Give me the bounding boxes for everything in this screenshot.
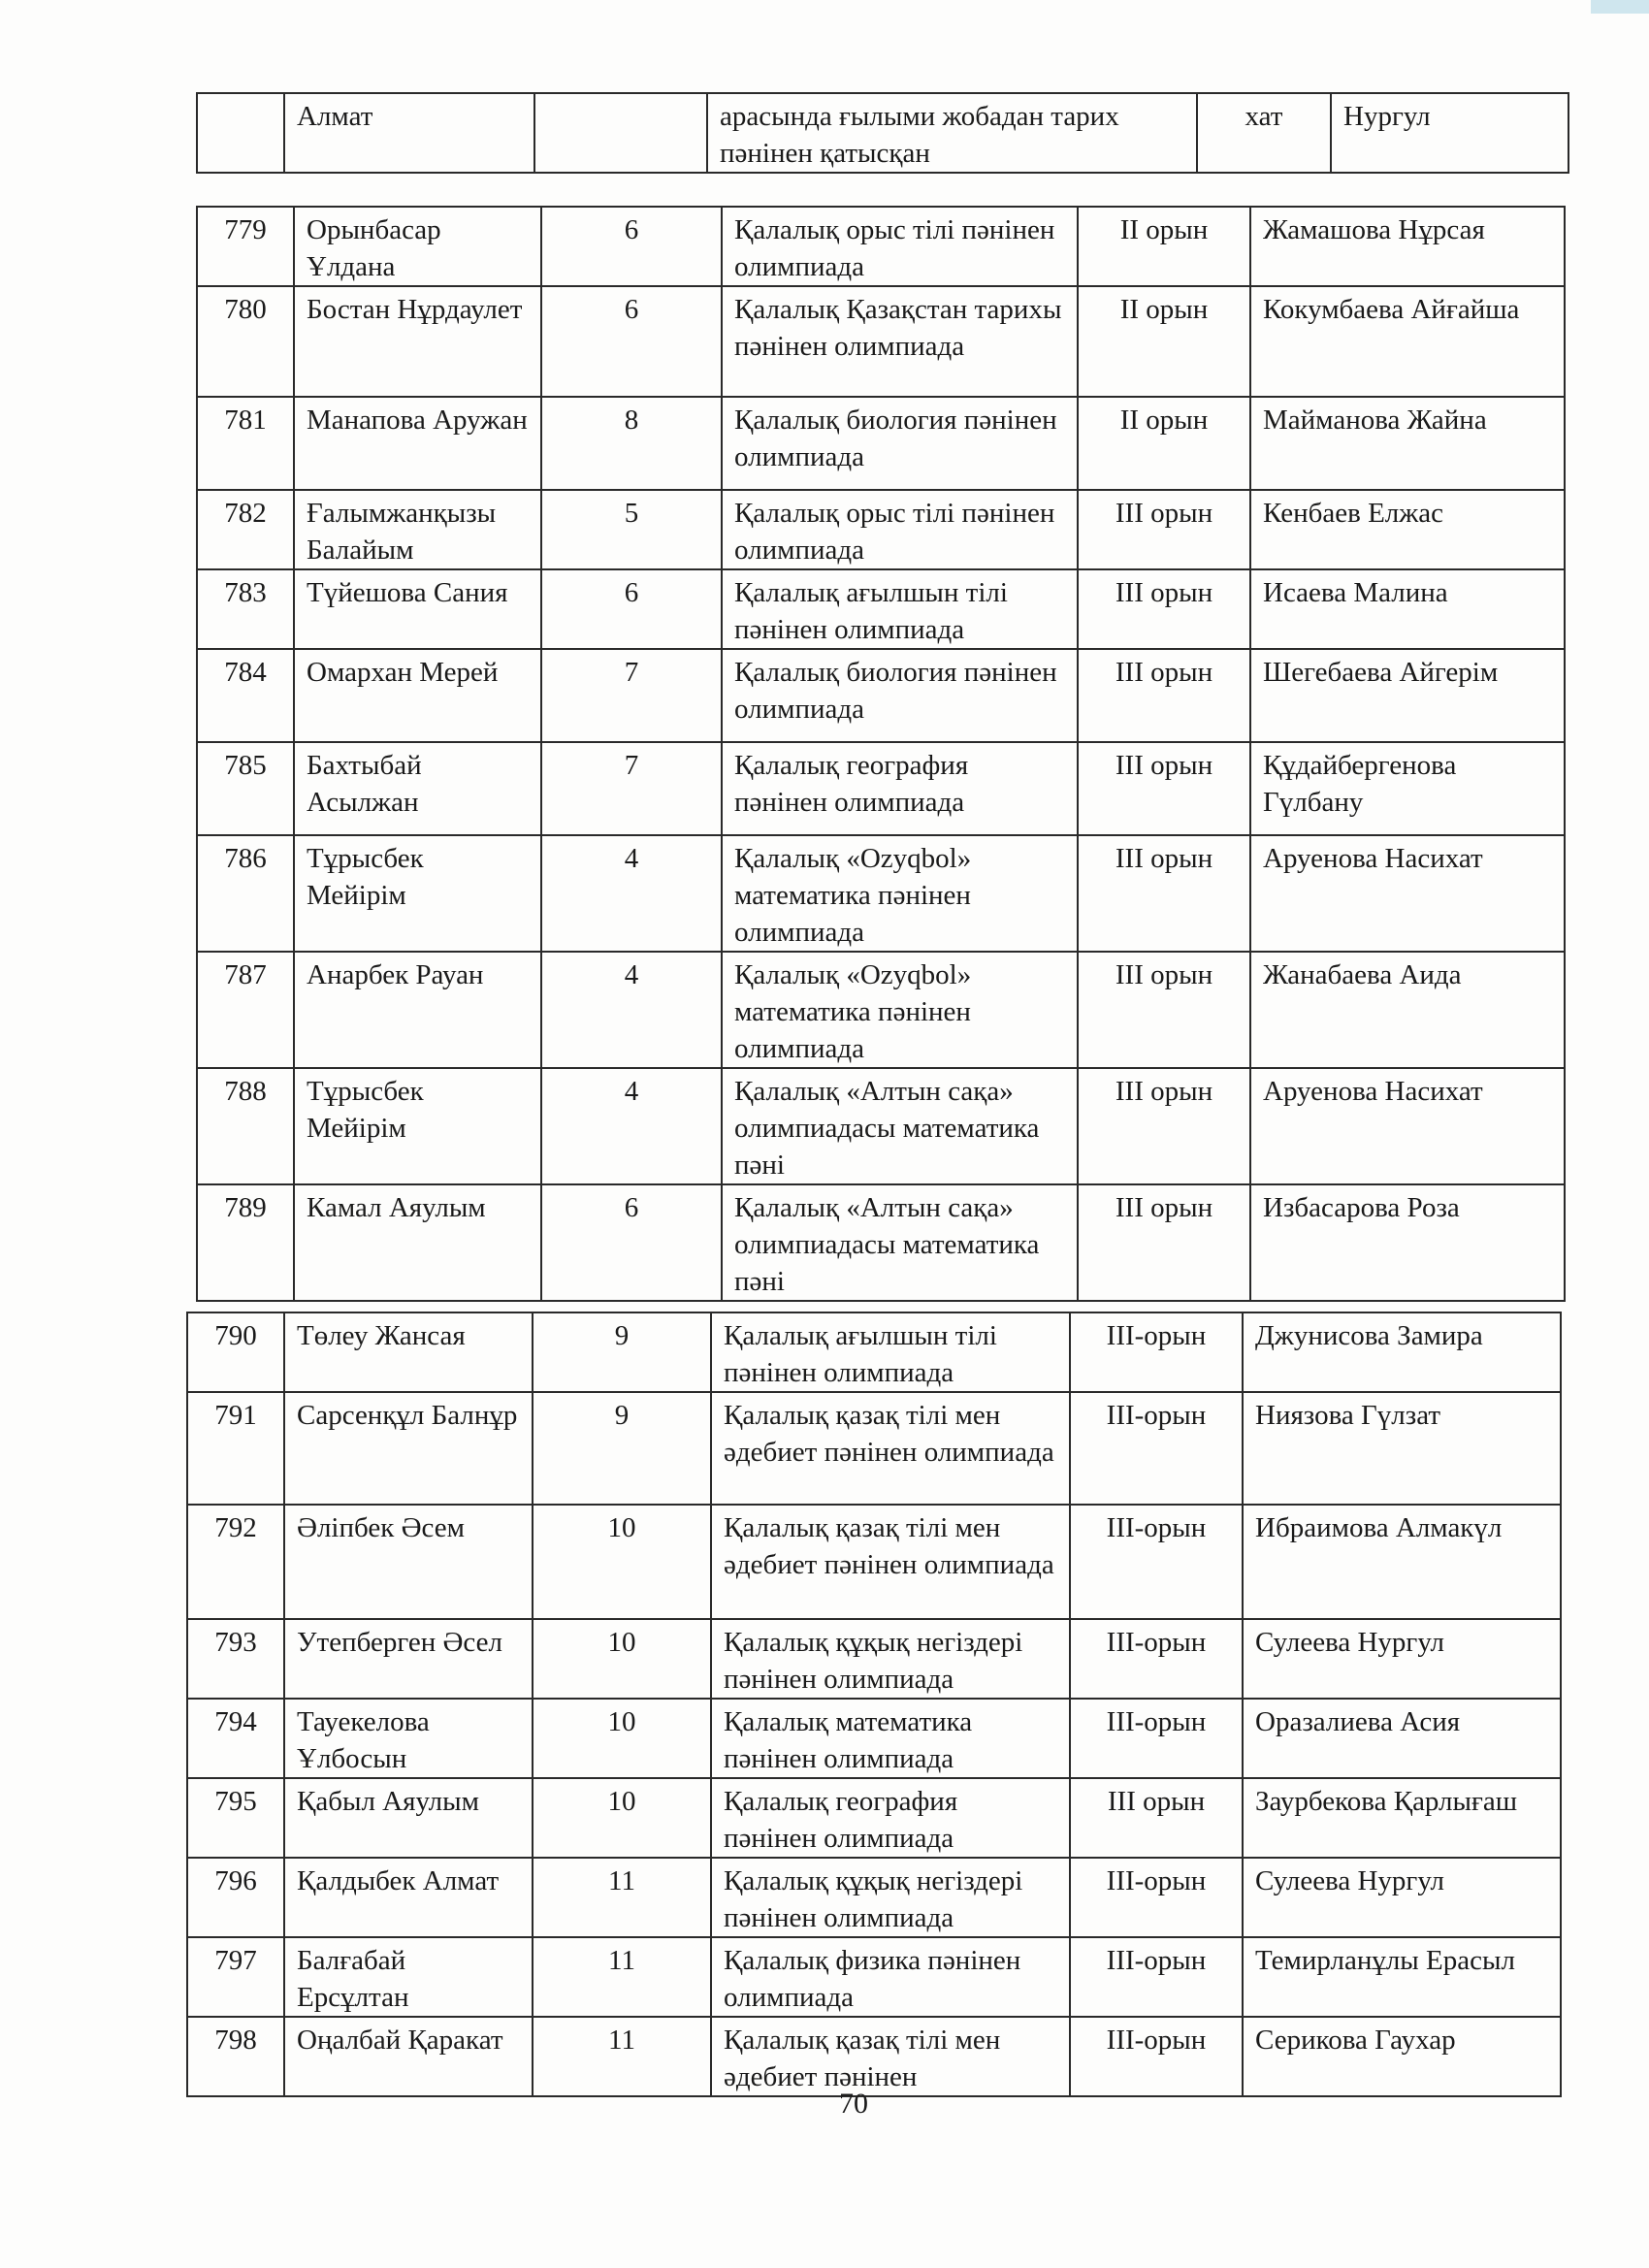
student-name-cell: Манапова Аружан: [294, 397, 541, 490]
student-name-cell: Қалдыбек Алмат: [284, 1858, 533, 1937]
grade-cell: 5: [541, 490, 722, 569]
grade-cell: 9: [533, 1312, 711, 1392]
event-cell: Қалалық қазақ тілі мен әдебиет пәнінен: [711, 2017, 1070, 2096]
event-cell: Қалалық биология пәнінен олимпиада: [722, 397, 1078, 490]
table-row: [197, 835, 1565, 952]
row-number-cell: 792: [187, 1505, 284, 1619]
continuation-table: [196, 92, 1569, 174]
teacher-cell: Оразалиева Асия: [1243, 1699, 1561, 1778]
place-cell: III-орын: [1070, 1858, 1243, 1937]
student-name-cell: Орынбасар Ұлдана: [294, 207, 541, 286]
teacher-cell: Жамашова Нұрсая: [1250, 207, 1565, 286]
student-name-cell: Тауекелова Ұлбосын: [284, 1699, 533, 1778]
event-cell: Қалалық география пәнінен олимпиада: [711, 1778, 1070, 1858]
grade-cell: 7: [541, 649, 722, 742]
event-cell: Қалалық «Ozyqbol» математика пәнінен олимпиада: [722, 835, 1078, 952]
student-name-cell: Тұрысбек Мейірім: [294, 1068, 541, 1184]
student-name-cell: Балғабай Ерсұлтан: [284, 1937, 533, 2017]
row-number-cell: 784: [197, 649, 294, 742]
grade-cell: 10: [533, 1699, 711, 1778]
teacher-cell: Сулеева Нургул: [1243, 1619, 1561, 1699]
row-number-cell: [197, 93, 284, 173]
table-row: [197, 569, 1565, 649]
event-cell: Қалалық құқық негіздері пәнінен олимпиада: [711, 1619, 1070, 1699]
event-cell: Қалалық қазақ тілі мен әдебиет пәнінен олимпиада: [711, 1392, 1070, 1505]
table-row: [197, 952, 1565, 1068]
place-cell: III орын: [1078, 569, 1250, 649]
table-row: [197, 207, 1565, 286]
grade-cell: 4: [541, 952, 722, 1068]
student-name-cell: Бахтыбай Асылжан: [294, 742, 541, 835]
place-cell: III орын: [1078, 742, 1250, 835]
table-row: [197, 490, 1565, 569]
place-cell: III-орын: [1070, 1699, 1243, 1778]
student-name-cell: Әліпбек Әсем: [284, 1505, 533, 1619]
place-cell: III орын: [1078, 835, 1250, 952]
table-row: [197, 93, 1568, 173]
place-cell: хат: [1197, 93, 1331, 173]
row-number-cell: 781: [197, 397, 294, 490]
event-cell: Қалалық құқық негіздері пәнінен олимпиада: [711, 1858, 1070, 1937]
student-name-cell: Сарсенқұл Балнұр: [284, 1392, 533, 1505]
grade-cell: 10: [533, 1505, 711, 1619]
place-cell: III-орын: [1070, 1937, 1243, 2017]
table-row: [187, 1937, 1561, 2017]
grade-cell: 9: [533, 1392, 711, 1505]
row-number-cell: 779: [197, 207, 294, 286]
teacher-cell: Джунисова Замира: [1243, 1312, 1561, 1392]
place-cell: III-орын: [1070, 1505, 1243, 1619]
event-cell: арасында ғылыми жобадан тарих пәнінен қатысқан: [707, 93, 1197, 173]
place-cell: III орын: [1078, 490, 1250, 569]
event-cell: Қалалық биология пәнінен олимпиада: [722, 649, 1078, 742]
place-cell: III орын: [1078, 952, 1250, 1068]
grade-cell: 7: [541, 742, 722, 835]
teacher-cell: Темирланұлы Ерасыл: [1243, 1937, 1561, 2017]
teacher-cell: Ибраимова Алмакүл: [1243, 1505, 1561, 1619]
grade-cell: 6: [541, 569, 722, 649]
table-row: [187, 1699, 1561, 1778]
grade-cell: 8: [541, 397, 722, 490]
event-cell: Қалалық орыс тілі пәнінен олимпиада: [722, 207, 1078, 286]
place-cell: II орын: [1078, 207, 1250, 286]
place-cell: III орын: [1078, 1184, 1250, 1301]
place-cell: III-орын: [1070, 1619, 1243, 1699]
page-number: 70: [839, 2088, 868, 2120]
teacher-cell: Кокумбаева Айғайша: [1250, 286, 1565, 397]
row-number-cell: 788: [197, 1068, 294, 1184]
teacher-cell: Серикова Гаухар: [1243, 2017, 1561, 2096]
table-row: [197, 649, 1565, 742]
event-cell: Қалалық орыс тілі пәнінен олимпиада: [722, 490, 1078, 569]
grade-cell: [534, 93, 707, 173]
event-cell: Қалалық ағылшын тілі пәнінен олимпиада: [722, 569, 1078, 649]
table-row: [187, 1619, 1561, 1699]
teacher-cell: Сулеева Нургул: [1243, 1858, 1561, 1937]
event-cell: Қалалық физика пәнінен олимпиада: [711, 1937, 1070, 2017]
teacher-cell: Аруенова Насихат: [1250, 1068, 1565, 1184]
row-number-cell: 786: [197, 835, 294, 952]
row-number-cell: 789: [197, 1184, 294, 1301]
teacher-cell: Майманова Жайна: [1250, 397, 1565, 490]
grade-cell: 11: [533, 1858, 711, 1937]
event-cell: Қалалық қазақ тілі мен әдебиет пәнінен олимпиада: [711, 1505, 1070, 1619]
student-name-cell: Төлеу Жансая: [284, 1312, 533, 1392]
grade-cell: 4: [541, 1068, 722, 1184]
student-name-cell: Алмат: [284, 93, 534, 173]
student-name-cell: Камал Аяулым: [294, 1184, 541, 1301]
row-number-cell: 796: [187, 1858, 284, 1937]
table-row: [187, 2017, 1561, 2096]
grade-cell: 11: [533, 1937, 711, 2017]
student-name-cell: Анарбек Рауан: [294, 952, 541, 1068]
table-row: [187, 1312, 1561, 1392]
table-row: [197, 397, 1565, 490]
table-row: [187, 1858, 1561, 1937]
place-cell: III орын: [1070, 1778, 1243, 1858]
row-number-cell: 783: [197, 569, 294, 649]
teacher-cell: Аруенова Насихат: [1250, 835, 1565, 952]
event-cell: Қалалық «Алтын сақа» олимпиадасы математика пәні: [722, 1068, 1078, 1184]
event-cell: Қалалық «Ozyqbol» математика пәнінен олимпиада: [722, 952, 1078, 1068]
event-cell: Қалалық «Алтын сақа» олимпиадасы математика пәні: [722, 1184, 1078, 1301]
grade-cell: 10: [533, 1619, 711, 1699]
event-cell: Қалалық география пәнінен олимпиада: [722, 742, 1078, 835]
teacher-cell: Шегебаева Айгерім: [1250, 649, 1565, 742]
place-cell: III орын: [1078, 649, 1250, 742]
row-number-cell: 798: [187, 2017, 284, 2096]
teacher-cell: Заурбекова Қарлығаш: [1243, 1778, 1561, 1858]
table-row: [187, 1392, 1561, 1505]
row-number-cell: 782: [197, 490, 294, 569]
place-cell: III-орын: [1070, 1392, 1243, 1505]
event-cell: Қалалық ағылшын тілі пәнінен олимпиада: [711, 1312, 1070, 1392]
table-row: [197, 1068, 1565, 1184]
row-number-cell: 795: [187, 1778, 284, 1858]
row-number-cell: 785: [197, 742, 294, 835]
teacher-cell: Исаева Малина: [1250, 569, 1565, 649]
row-number-cell: 791: [187, 1392, 284, 1505]
student-name-cell: Оңалбай Қаракат: [284, 2017, 533, 2096]
row-number-cell: 793: [187, 1619, 284, 1699]
student-name-cell: Утепберген Әсел: [284, 1619, 533, 1699]
grade-cell: 10: [533, 1778, 711, 1858]
teacher-cell: Нургул: [1331, 93, 1568, 173]
row-number-cell: 797: [187, 1937, 284, 2017]
teacher-cell: Жанабаева Аида: [1250, 952, 1565, 1068]
grade-cell: 6: [541, 207, 722, 286]
student-name-cell: Ғалымжанқызы Балайым: [294, 490, 541, 569]
table-row: [187, 1505, 1561, 1619]
event-cell: Қалалық математика пәнінен олимпиада: [711, 1699, 1070, 1778]
teacher-cell: Избасарова Роза: [1250, 1184, 1565, 1301]
grade-cell: 6: [541, 286, 722, 397]
row-number-cell: 790: [187, 1312, 284, 1392]
student-name-cell: Омархан Мерей: [294, 649, 541, 742]
student-name-cell: Қабыл Аяулым: [284, 1778, 533, 1858]
student-name-cell: Бостан Нұрдаулет: [294, 286, 541, 397]
grade-cell: 4: [541, 835, 722, 952]
awards-table-2: [186, 1312, 1562, 2097]
teacher-cell: Кенбаев Елжас: [1250, 490, 1565, 569]
table-row: [197, 286, 1565, 397]
row-number-cell: 794: [187, 1699, 284, 1778]
student-name-cell: Тұрысбек Мейірім: [294, 835, 541, 952]
place-cell: III-орын: [1070, 1312, 1243, 1392]
teacher-cell: Ниязова Гүлзат: [1243, 1392, 1561, 1505]
row-number-cell: 787: [197, 952, 294, 1068]
awards-table-1: [196, 206, 1566, 1302]
event-cell: Қалалық Қазақстан тарихы пәнінен олимпиада: [722, 286, 1078, 397]
table-row: [197, 1184, 1565, 1301]
place-cell: III-орын: [1070, 2017, 1243, 2096]
row-number-cell: 780: [197, 286, 294, 397]
place-cell: III орын: [1078, 1068, 1250, 1184]
student-name-cell: Түйешова Сания: [294, 569, 541, 649]
grade-cell: 6: [541, 1184, 722, 1301]
place-cell: II орын: [1078, 286, 1250, 397]
teacher-cell: Құдайбергенова Гүлбану: [1250, 742, 1565, 835]
table-row: [187, 1778, 1561, 1858]
grade-cell: 11: [533, 2017, 711, 2096]
table-row: [197, 742, 1565, 835]
place-cell: II орын: [1078, 397, 1250, 490]
scan-edge-mark: [1591, 0, 1649, 14]
